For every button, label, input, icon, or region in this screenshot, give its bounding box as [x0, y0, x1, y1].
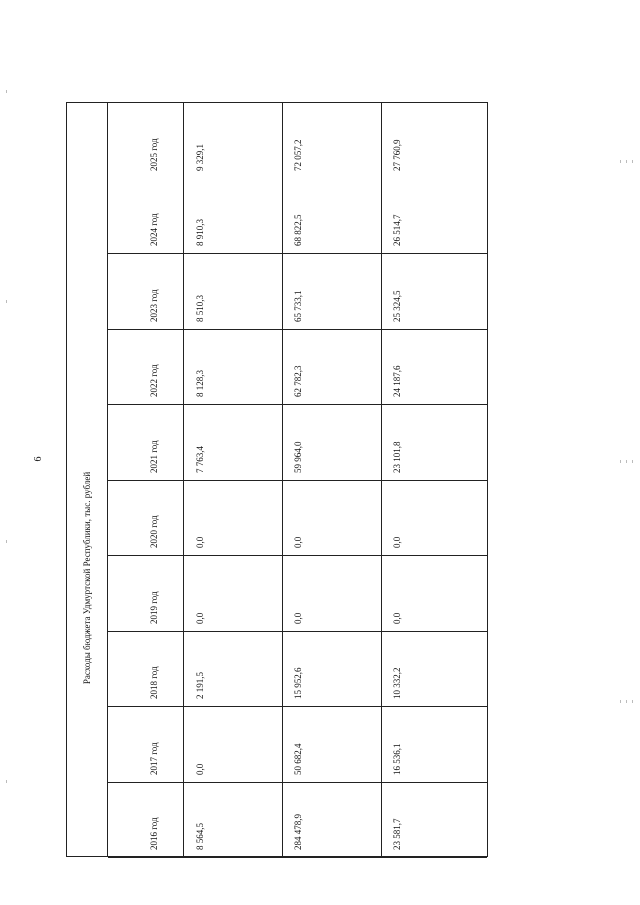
column-divider — [381, 707, 382, 782]
year-band — [108, 254, 487, 330]
value-cell: 0,0 — [195, 612, 205, 624]
year-header: 2016 год — [149, 817, 159, 850]
page-number: 6 — [33, 456, 44, 462]
year-header: 2021 год — [149, 439, 159, 473]
column-divider — [282, 632, 283, 707]
column-divider — [183, 783, 184, 858]
value-cell: 72 057,2 — [293, 139, 303, 171]
value-cell: 8 128,3 — [195, 370, 205, 397]
value-cell: 27 760,9 — [392, 139, 402, 171]
scan-artifact — [632, 700, 633, 703]
column-divider — [183, 632, 184, 707]
scan-artifact — [626, 700, 627, 703]
scan-artifact — [620, 700, 621, 703]
scan-artifact — [620, 460, 621, 463]
column-divider — [183, 254, 184, 329]
column-divider — [183, 330, 184, 405]
value-cell: 0,0 — [293, 612, 303, 624]
year-header: 2019 год — [149, 590, 159, 624]
value-cell: 65 733,1 — [293, 290, 303, 322]
scan-artifact — [632, 160, 633, 163]
year-band — [108, 632, 487, 708]
column-divider — [282, 556, 283, 631]
column-divider — [183, 103, 184, 179]
year-header: 2024 год — [149, 213, 159, 246]
value-cell: 8 510,3 — [195, 294, 205, 322]
scan-artifact — [620, 160, 621, 163]
value-cell: 62 782,3 — [293, 365, 303, 397]
value-cell: 0,0 — [293, 536, 303, 548]
value-cell: 23 581,7 — [392, 818, 402, 850]
value-cell: 50 682,4 — [293, 743, 303, 775]
scan-artifact — [6, 780, 7, 783]
year-band — [108, 103, 487, 179]
value-cell: 9 329,1 — [195, 143, 205, 171]
year-header: 2023 год — [149, 288, 159, 322]
value-cell: 59 964,0 — [293, 441, 303, 473]
column-divider — [282, 481, 283, 556]
scan-artifact — [6, 90, 7, 93]
year-header: 2022 год — [149, 364, 159, 397]
scan-artifact — [626, 160, 627, 163]
column-divider — [282, 707, 283, 782]
column-divider — [282, 330, 283, 405]
value-cell: 8 910,3 — [195, 219, 205, 246]
column-divider — [381, 179, 382, 254]
value-cell: 16 536,1 — [392, 743, 402, 775]
column-divider — [183, 179, 184, 254]
value-cell: 10 332,2 — [392, 667, 402, 699]
year-band — [108, 179, 487, 255]
year-band — [108, 707, 487, 783]
year-band — [108, 783, 487, 859]
value-cell: 7 763,4 — [195, 445, 205, 473]
column-divider — [381, 783, 382, 858]
column-divider — [183, 481, 184, 556]
value-cell: 0,0 — [195, 536, 205, 548]
budget-table — [66, 102, 488, 857]
column-divider — [282, 103, 283, 179]
column-divider — [381, 405, 382, 480]
column-divider — [381, 330, 382, 405]
value-cell: 25 324,5 — [392, 290, 402, 322]
column-divider — [381, 103, 382, 179]
table-title-strip — [67, 103, 108, 856]
table-title: Расходы бюджета Удмуртской Республики, тыс. рублей — [82, 471, 92, 685]
value-cell: 8 564,5 — [195, 823, 205, 850]
scan-artifact — [6, 540, 7, 543]
column-divider — [381, 632, 382, 707]
value-cell: 68 822,5 — [293, 214, 303, 246]
year-band — [108, 481, 487, 557]
column-divider — [183, 556, 184, 631]
year-header: 2025 год — [149, 137, 159, 171]
column-divider — [381, 556, 382, 631]
value-cell: 23 101,8 — [392, 441, 402, 473]
column-divider — [183, 405, 184, 480]
column-divider — [282, 254, 283, 329]
scan-artifact — [6, 300, 7, 303]
year-header: 2020 год — [149, 515, 159, 548]
year-band — [108, 405, 487, 481]
column-divider — [381, 481, 382, 556]
year-band — [108, 330, 487, 406]
value-cell: 24 187,6 — [392, 365, 402, 397]
value-cell: 15 952,6 — [293, 667, 303, 699]
column-divider — [282, 179, 283, 254]
value-cell: 0,0 — [392, 612, 402, 624]
column-divider — [183, 707, 184, 782]
column-divider — [381, 254, 382, 329]
value-cell: 0,0 — [392, 536, 402, 548]
value-cell: 2 191,5 — [195, 672, 205, 699]
year-header: 2017 год — [149, 741, 159, 775]
column-divider — [282, 783, 283, 858]
value-cell: 26 514,7 — [392, 214, 402, 246]
scan-artifact — [626, 460, 627, 463]
year-header: 2018 год — [149, 666, 159, 699]
year-band — [108, 556, 487, 632]
scan-artifact — [632, 460, 633, 463]
value-cell: 0,0 — [195, 763, 205, 775]
value-cell: 284 478,9 — [293, 814, 303, 850]
column-divider — [282, 405, 283, 480]
